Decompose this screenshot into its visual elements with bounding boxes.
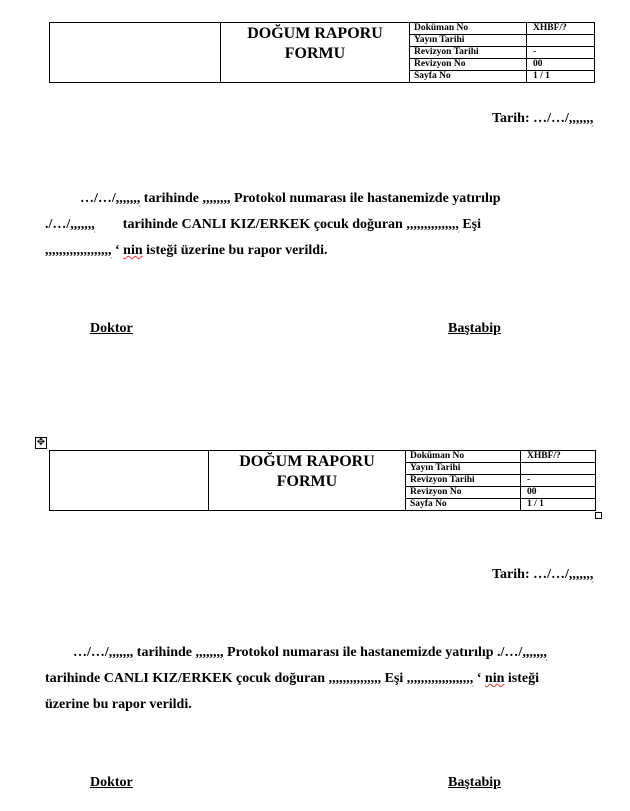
meta-label: Revizyon No bbox=[410, 59, 527, 71]
date-blank: ,,,,,,, bbox=[568, 567, 594, 582]
blank-field: ,,,,,,,,,,,,,,,,,,, bbox=[406, 671, 474, 686]
form-title-line1: DOĞUM RAPORU bbox=[247, 25, 383, 42]
date-value: …/…/ bbox=[529, 567, 569, 582]
blank-field: ,,,,,,, bbox=[522, 645, 547, 660]
signature-doktor: Doktor bbox=[90, 775, 133, 790]
form-header-table bbox=[49, 22, 595, 83]
body-text: tarihinde bbox=[133, 645, 196, 660]
date-value: …/…/ bbox=[529, 111, 569, 126]
body-text: tarihinde CANLI KIZ/ERKEK çocuk doğuran bbox=[45, 671, 329, 686]
form-title bbox=[221, 23, 410, 83]
body-text: nin bbox=[484, 671, 505, 686]
meta-label: Revizyon Tarihi bbox=[410, 47, 527, 59]
logo-cell bbox=[50, 451, 209, 511]
meta-label: Yayın Tarihi bbox=[406, 463, 521, 475]
meta-value: 00 bbox=[527, 59, 595, 71]
form-title bbox=[209, 451, 406, 511]
blank-field: ,,,,,,, bbox=[70, 217, 95, 232]
meta-label: Yayın Tarihi bbox=[410, 35, 527, 47]
body-text: isteği üzerine bu rapor verildi. bbox=[142, 243, 328, 258]
meta-label: Doküman No bbox=[406, 451, 521, 463]
form-title-line2: FORMU bbox=[276, 473, 338, 490]
meta-label: Revizyon Tarihi bbox=[406, 475, 521, 487]
form-header-table bbox=[49, 450, 596, 511]
body-text: Protokol numarası ile hastanemizde yatırılıp bbox=[230, 191, 501, 206]
meta-value: 1 / 1 bbox=[527, 71, 595, 83]
blank-field: ,,,,,,,,,,,,,,, bbox=[328, 671, 382, 686]
body-text: tarihinde CANLI KIZ/ERKEK çocuk doğuran bbox=[122, 217, 407, 232]
report-body bbox=[45, 186, 501, 264]
table-move-handle-icon[interactable]: ✥ bbox=[36, 437, 46, 448]
body-text: Eşi bbox=[458, 217, 482, 232]
meta-value: - bbox=[521, 475, 596, 487]
body-text: isteği bbox=[504, 671, 539, 686]
logo-cell bbox=[50, 23, 221, 83]
table-resize-handle[interactable] bbox=[595, 512, 602, 519]
blank-field: ,,,,,,,,,,,,,,, bbox=[406, 217, 459, 232]
blank-field: ,,,,,,,,,,,,,,,,,,, bbox=[45, 243, 112, 258]
report-body bbox=[45, 640, 547, 718]
meta-label: Doküman No bbox=[410, 23, 527, 35]
body-text: tarihinde bbox=[140, 191, 203, 206]
signature-doktor: Doktor bbox=[90, 321, 133, 336]
body-text: nin bbox=[123, 243, 143, 258]
meta-value: 00 bbox=[521, 487, 596, 499]
meta-label: Revizyon No bbox=[406, 487, 521, 499]
blank-field: ,,,,,,, bbox=[115, 191, 141, 206]
form-title-line1: DOĞUM RAPORU bbox=[239, 453, 375, 470]
body-text: Protokol numarası ile hastanemizde yatırılıp ./…/ bbox=[223, 645, 523, 660]
date-line bbox=[492, 567, 593, 583]
body-text: ‘ bbox=[473, 671, 485, 686]
signature-bastabip: Baştabip bbox=[448, 321, 501, 336]
meta-value bbox=[527, 35, 595, 47]
date-label: Tarih: bbox=[492, 111, 530, 126]
meta-value bbox=[521, 463, 596, 475]
form-title-line2: FORMU bbox=[284, 45, 346, 62]
blank-field: ,,,,,,, bbox=[108, 645, 134, 660]
body-date: ./…/ bbox=[45, 217, 71, 232]
signature-bastabip: Baştabip bbox=[448, 775, 501, 790]
meta-value: XHBF/? bbox=[521, 451, 596, 463]
blank-field: ,,,,,,,, bbox=[195, 645, 224, 660]
meta-value: - bbox=[527, 47, 595, 59]
meta-value: XHBF/? bbox=[527, 23, 595, 35]
body-text: Eşi bbox=[381, 671, 407, 686]
body-text: ‘ bbox=[111, 243, 124, 258]
meta-label: Sayfa No bbox=[406, 499, 521, 511]
date-label: Tarih: bbox=[492, 567, 530, 582]
meta-value: 1 / 1 bbox=[521, 499, 596, 511]
body-text: üzerine bu rapor verildi. bbox=[45, 697, 192, 712]
body-date: …/…/ bbox=[73, 645, 109, 660]
blank-field: ,,,,,,,, bbox=[202, 191, 231, 206]
date-blank: ,,,,,,, bbox=[568, 111, 594, 126]
body-date: …/…/ bbox=[80, 191, 116, 206]
meta-label: Sayfa No bbox=[410, 71, 527, 83]
date-line bbox=[492, 111, 593, 127]
